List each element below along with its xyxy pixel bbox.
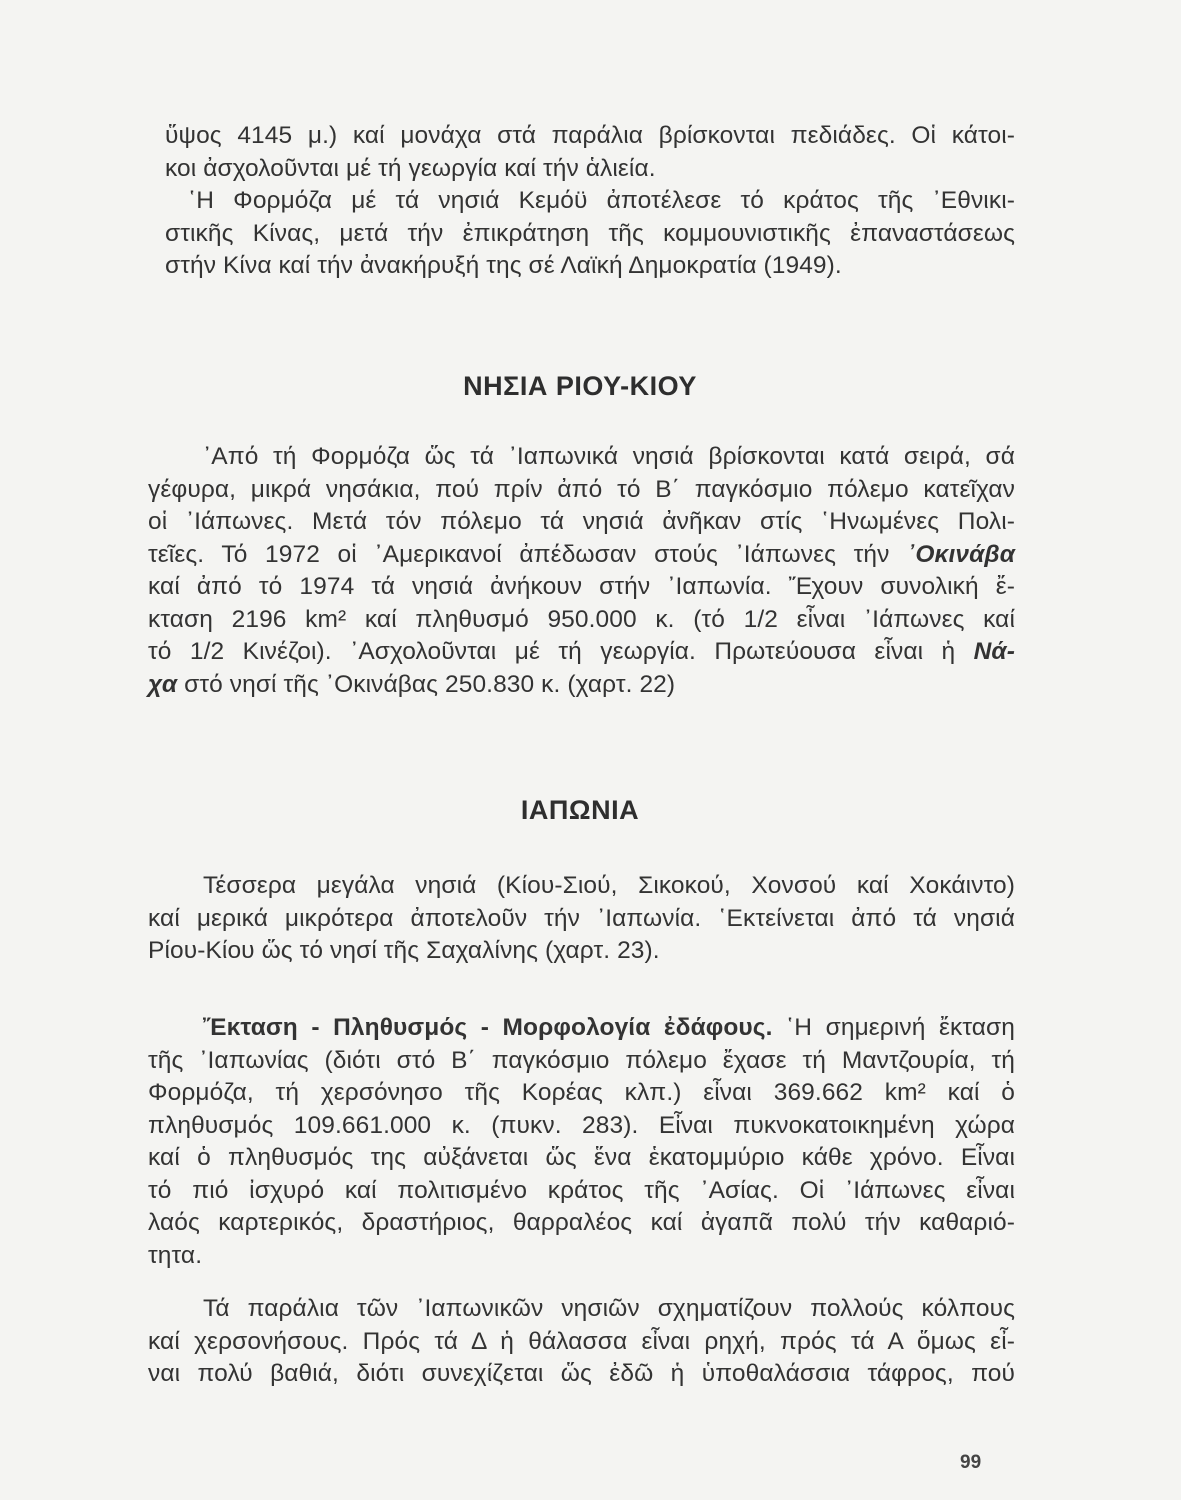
text-line: καί ἀπό τό 1974 τά νησιά ἀνήκουν στήν ᾽Ιαπωνία. Ἔχουν συνολική ἔ-: [148, 573, 1015, 600]
text-line: [145, 669, 1015, 702]
text-line: πληθυσμός 109.661.000 κ. (πυκν. 283). Εἶναι πυκνοκατοικημένη χώρα: [148, 1111, 1015, 1139]
naha-emphasis: χα: [148, 670, 178, 698]
text-line: στήν Κίνα καί τήν ἀνακήρυξή της σέ Λαϊκή Δημοκρατία (1949).: [165, 252, 842, 279]
naha-emphasis: Νά-: [973, 638, 1015, 665]
section-heading-japan: ΙΑΠΩΝΙΑ: [520, 795, 640, 825]
text-line: τῆς ᾽Ιαπωνίας (διότι στό Β΄ παγκόσμιο πόλεμο ἔχασε τή Μαντζουρία, τή: [148, 1046, 1015, 1074]
text-span: στό νησί τῆς ᾽Οκινάβας 250.830 κ. (χαρτ. 22): [177, 670, 676, 698]
japan-intro-paragraph: [145, 870, 1015, 968]
text-span: τό 1/2 Κινέζοι). ᾽Ασχολοῦνται μέ τή γεωργία. Πρωτεύουσα εἶναι ἡ: [148, 638, 974, 665]
japan-area-population-paragraph: [145, 1012, 1015, 1272]
text-line: [145, 636, 1015, 669]
text-line: Ρίου-Κίου ὥς τό νησί τῆς Σαχαλίνης (χαρτ. 23).: [148, 937, 660, 964]
text-line: Τέσσερα μεγάλα νησιά (Κίου-Σιού, Σικοκού, Χονσού καί Χοκάιντο): [203, 872, 1015, 899]
text-line: ᾽Από τή Φορμόζα ὥς τά ᾽Ιαπωνικά νησιά βρίσκονται κατά σειρά, σά: [203, 443, 1015, 470]
japan-coasts-paragraph: [145, 1293, 1015, 1391]
section-heading-riukiu: ΝΗΣΙΑ ΡΙΟΥ-ΚΙΟΥ: [463, 371, 697, 401]
text-line: κταση 2196 km² καί πληθυσμό 950.000 κ. (τό 1/2 εἶναι ᾽Ιάπωνες καί: [148, 605, 1015, 633]
text-span: τεῖες. Τό 1972 οἱ ᾽Αμερικανοί ἀπέδωσαν στούς ᾽Ιάπωνες τήν: [148, 540, 908, 568]
page-number: 99: [960, 1452, 982, 1473]
text-line: ναι πολύ βαθιά, διότι συνεχίζεται ὥς ἐδῶ ἡ ὑποθαλάσσια τάφρος, πού: [148, 1360, 1015, 1387]
text-line: [145, 539, 1015, 572]
text-line: ὕψος 4145 μ.) καί μονάχα στά παράλια βρίσκονται πεδιάδες. Οἱ κάτοι-: [165, 122, 1015, 149]
text-line: καί ὁ πληθυσμός της αὐξάνεται ὥς ἕνα ἑκατομμύριο κάθε χρόνο. Εἶναι: [148, 1144, 1015, 1171]
text-line: γέφυρα, μικρά νησάκια, πού πρίν ἀπό τό Β΄ παγκόσμιο πόλεμο κατεῖχαν: [148, 475, 1015, 503]
text-line: καί χερσονήσους. Πρός τά Δ ἡ θάλασσα εἶναι ρηχή, πρός τά Α ὅμως εἶ-: [148, 1327, 1015, 1355]
text-line: Τά παράλια τῶν ᾽Ιαπωνικῶν νησιῶν σχηματίζουν πολλούς κόλπους: [203, 1295, 1015, 1322]
okinawa-emphasis: ᾽Οκινάβα: [907, 540, 1015, 568]
text-line: ῾Η Φορμόζα μέ τά νησιά Κεμόϋ ἀποτέλεσε τό κράτος τῆς ᾽Εθνικι-: [188, 187, 1015, 214]
intro-paragraph: [145, 120, 1015, 283]
text-line: Φορμόζα, τή χερσόνησο τῆς Κορέας κλπ.) εἶναι 369.662 km² καί ὁ: [148, 1079, 1015, 1106]
text-line: τητα.: [148, 1241, 203, 1269]
paragraph-lead-heading: Ἔκταση - Πληθυσμός - Μορφολογία ἐδάφους.: [203, 1014, 773, 1041]
text-span: ῾Η σημερινή ἔκταση: [772, 1014, 1015, 1041]
text-line: τό πιό ἰσχυρό καί πολιτισμένο κράτος τῆς ᾽Ασίας. Οἱ ᾽Ιάπωνες εἶναι: [148, 1176, 1015, 1204]
text-line: καί μερικά μικρότερα ἀποτελοῦν τήν ᾽Ιαπωνία. ῾Εκτείνεται ἀπό τά νησιά: [148, 904, 1015, 932]
text-line: κοι ἀσχολοῦνται μέ τή γεωργία καί τήν ἁλιεία.: [165, 154, 656, 182]
riukiu-paragraph: [145, 441, 1015, 701]
text-line: στικῆς Κίνας, μετά τήν ἐπικράτηση τῆς κομμουνιστικῆς ἐπαναστάσεως: [165, 219, 1015, 247]
text-line: [145, 1012, 1015, 1045]
text-line: λαός καρτερικός, δραστήριος, θαρραλέος καί ἀγαπᾶ πολύ τήν καθαριό-: [148, 1209, 1015, 1236]
text-line: οἱ ᾽Ιάπωνες. Μετά τόν πόλεμο τά νησιά ἀνῆκαν στίς ῾Ηνωμένες Πολι-: [148, 508, 1015, 535]
